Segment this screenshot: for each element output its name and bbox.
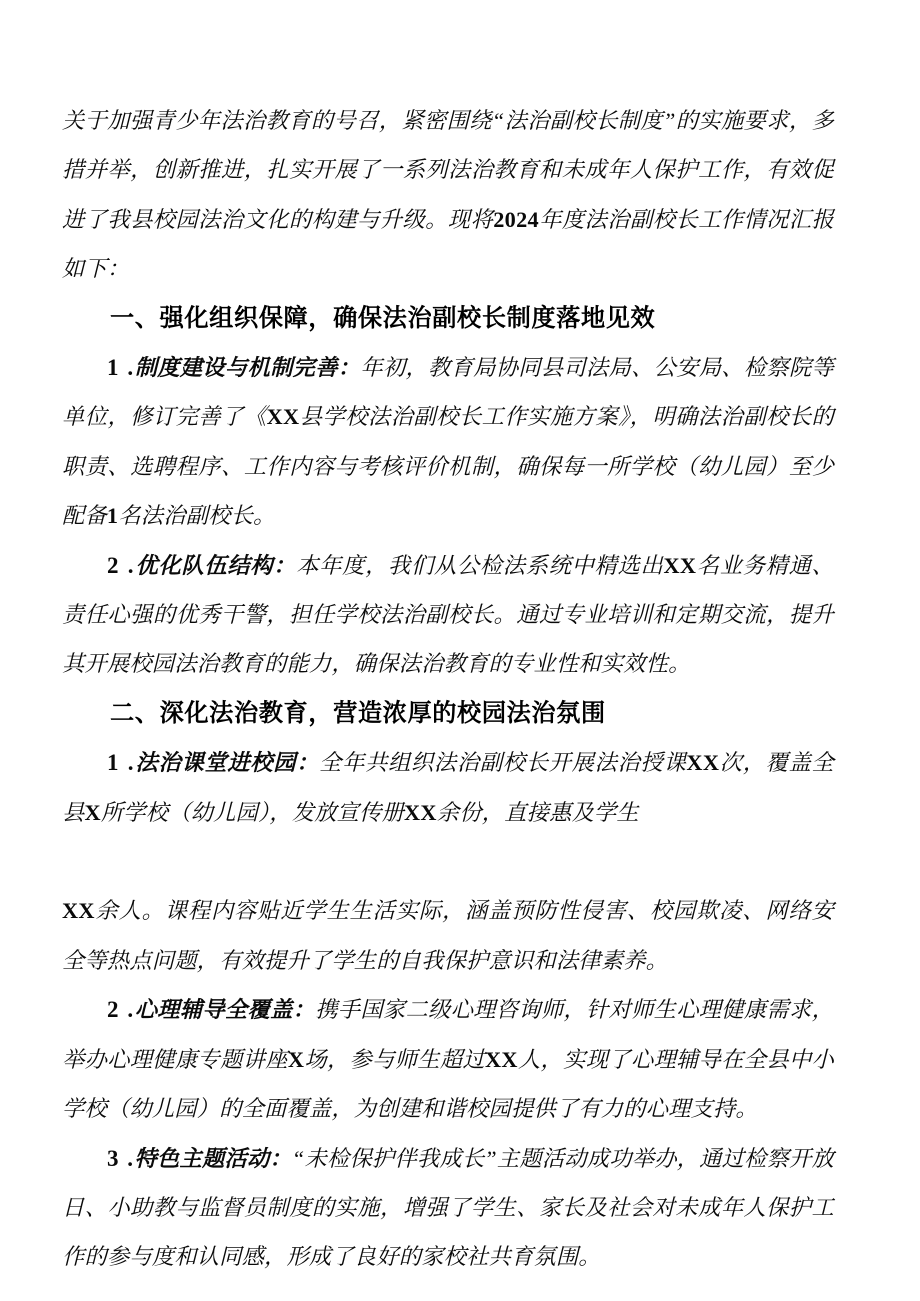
text-run-lead: 优化队伍结构：	[135, 552, 297, 578]
text-run-lead: 法治课堂进校园：	[135, 750, 320, 776]
text-run-normal: 名业务精通、责任心强的优秀干警，担任学校法治副校长。通过专业培训和定期交流，提升其开展校园法治教育的能力，确保法治教育的专业性和实效性。	[62, 552, 835, 677]
paragraph	[62, 541, 834, 689]
paragraph	[62, 985, 834, 1133]
text-run-bold-latin: 1	[106, 503, 119, 529]
text-run-bold-latin: 2024	[493, 206, 539, 232]
text-run-lead: 制度建设与机制完善：	[134, 355, 361, 381]
text-run-bold-latin: XX	[686, 750, 720, 776]
paragraph	[62, 1134, 834, 1282]
section-heading: 二、深化法治教育，营造浓厚的校园法治氛围	[110, 699, 606, 727]
paragraph	[62, 343, 834, 541]
text-run-bold-latin: X	[84, 799, 101, 825]
text-run-normal: 县学校法治副校长工作实施方案》，明确法治副校长的职责、选聘程序、工作内容与考核评价机制，确保每一所学校（幼儿园）至少配备	[62, 404, 834, 529]
text-run-bold-latin: XX	[485, 1046, 518, 1072]
text-run-normal: 余人。课程内容贴近学生生活实际，涵盖预防性侵害、校园欺凌、网络安全等热点问题，有效提升了学生的自我保护意识和法律素养。	[62, 898, 834, 973]
paragraph	[62, 738, 834, 837]
text-run-normal: 次，覆盖全县	[62, 750, 835, 825]
text-run-normal: “未检保护伴我成长”主题活动成功举办，通过检察开放日、小助教与监督员制度的实施，增强了学生、家长及社会对未成年人保护工作的参与度和认同感，形成了良好的家校社共育氛围。	[62, 1145, 834, 1270]
text-run-normal: 年初，教育局协同县司法局、公安局、检察院等单位，修订完善了《	[62, 355, 834, 430]
text-run-normal: 年度法治副校长工作情况汇报如下：	[62, 206, 834, 282]
text-run-marker: 1 .	[107, 750, 136, 776]
text-run-bold-latin: XX	[62, 898, 95, 924]
text-run-lead: 特色主题活动：	[134, 1145, 292, 1171]
text-run-normal: 所学校（幼儿园），发放宣传册	[100, 799, 404, 825]
text-run-bold-latin: XX	[266, 404, 300, 430]
text-run-bold-latin: XX	[403, 799, 437, 825]
text-run-normal: 本年度，我们从公检法系统中精选出	[296, 552, 664, 578]
text-run-marker: 2 .	[107, 552, 136, 578]
text-run-normal: 余份，直接惠及学生	[436, 799, 639, 825]
paragraph	[62, 886, 834, 985]
text-run-normal: 人，实现了心理辅导在全县中小学校（幼儿园）的全面覆盖，为创建和谐校园提供了有力的心理支持。	[62, 1046, 834, 1122]
paragraph	[62, 96, 834, 294]
text-run-normal: 关于加强青少年法治教育的号召，紧密围绕“法治副校长制度”的实施要求，多措并举，创新推进，扎实开展了一系列法治教育和未成年人保护工作，有效促进了我县校园法治文化的构建与升级。现将	[62, 108, 834, 232]
text-run-lead: 心理辅导全覆盖：	[134, 997, 316, 1023]
text-run-normal: 携手国家二级心理咨询师，针对师生心理健康需求，举办心理健康专题讲座	[62, 997, 835, 1072]
text-run-bold-latin: XX	[663, 552, 697, 578]
text-run-marker: 1 .	[107, 355, 135, 381]
text-run-normal: 场，参与师生超过	[304, 1046, 486, 1072]
section-heading: 一、强化组织保障，确保法治副校长制度落地见效	[110, 304, 656, 332]
document-text-body	[62, 96, 834, 1282]
text-run-marker: 2 .	[107, 997, 135, 1023]
text-run-normal: 名法治副校长。	[118, 503, 276, 529]
text-run-normal: 全年共组织法治副校长开展法治授课	[319, 750, 687, 776]
text-run-marker: 3 .	[107, 1145, 135, 1171]
text-run-bold-latin: X	[287, 1046, 305, 1072]
